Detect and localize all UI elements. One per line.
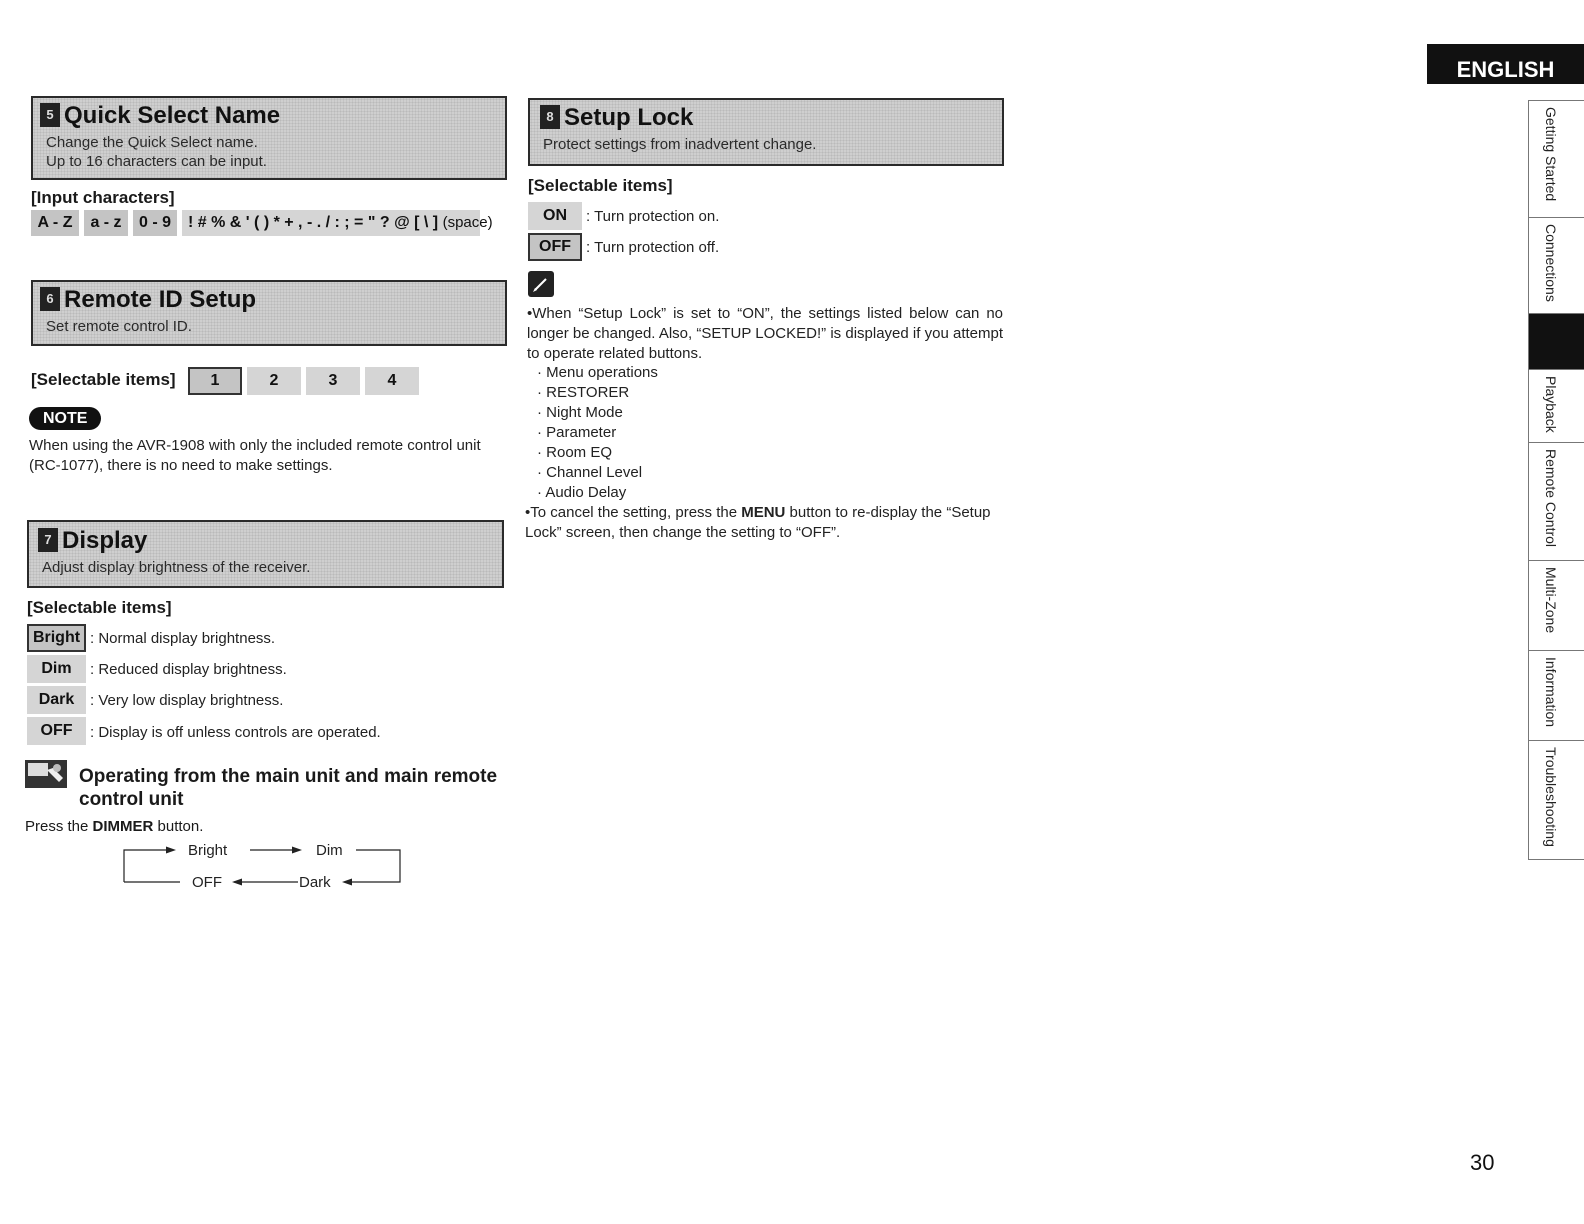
tab-getting-started[interactable] — [1528, 100, 1584, 217]
setup-lock-chip-on: ON — [528, 202, 582, 230]
list-item: · Parameter — [537, 424, 617, 441]
list-item: · RESTORER — [537, 384, 630, 401]
bullet-2-prefix: To cancel the setting, press the — [530, 504, 742, 521]
char-chip-lower: a - z — [84, 210, 128, 236]
tab-label: Playback — [1543, 376, 1559, 433]
display-selectable-heading: [Selectable items] — [27, 598, 172, 617]
tab-connections[interactable] — [1528, 217, 1584, 313]
display-desc-dim: : Reduced display brightness. — [90, 661, 287, 678]
note-text: When using the AVR-1908 with only the included remote control unit (RC-1077), there is no need to make settings. — [29, 437, 481, 474]
tab-current-section[interactable] — [1528, 313, 1584, 369]
pencil-note-icon — [528, 271, 554, 297]
section-number-badge: 5 — [40, 103, 60, 127]
cycle-dark: Dark — [299, 874, 331, 891]
dimmer-button-label: DIMMER — [92, 818, 154, 835]
operating-title — [79, 765, 509, 811]
remote-id-selectable-heading: [Selectable items] — [31, 370, 176, 389]
bullet-dot: • — [527, 305, 533, 322]
language-label: ENGLISH — [1427, 44, 1584, 84]
display-chip-off: OFF — [27, 717, 86, 745]
press-suffix: button. — [153, 818, 204, 835]
bullet-2-suffix: button to re-display the “Setup Lock” screen, then change the setting to “OFF”. — [525, 504, 991, 541]
setup-lock-title-text: Setup Lock — [564, 104, 694, 131]
remote-id-chip-1: 1 — [188, 367, 242, 395]
quick-select-desc-1: Change the Quick Select name. — [46, 134, 258, 151]
char-chip-space: (space) — [442, 214, 493, 231]
char-chip-symbols-text: ! # % & ' ( ) * + , - . / : ; = " ? @ [ \ ] — [188, 214, 439, 231]
cycle-dim: Dim — [316, 842, 343, 859]
display-chip-bright: Bright — [27, 624, 86, 652]
tab-label: Getting Started — [1543, 107, 1559, 202]
operating-title-line-2: control unit — [79, 789, 184, 810]
menu-button-label: MENU — [741, 504, 786, 521]
remote-id-chip-4: 4 — [365, 367, 419, 395]
quick-select-title — [40, 102, 280, 130]
tab-label: Information — [1543, 657, 1559, 728]
tab-label: Connections — [1543, 224, 1559, 302]
list-item: · Menu operations — [537, 364, 658, 381]
dimmer-cycle-diagram — [118, 836, 408, 892]
setup-lock-desc-on: : Turn protection on. — [586, 208, 720, 225]
char-chip-upper: A - Z — [31, 210, 79, 236]
display-desc-off: : Display is off unless controls are operated. — [90, 724, 381, 741]
press-dimmer-text — [25, 818, 203, 835]
display-desc-dark: : Very low display brightness. — [90, 692, 284, 709]
display-chip-dim: Dim — [27, 655, 86, 683]
display-title — [38, 527, 147, 555]
display-chip-dark: Dark — [27, 686, 86, 714]
tab-troubleshooting[interactable] — [1528, 740, 1584, 860]
page-number: 30 — [1470, 1150, 1495, 1175]
setup-lock-selectable-heading: [Selectable items] — [528, 176, 673, 195]
setup-lock-bullet-1 — [527, 304, 1003, 364]
tab-label: Troubleshooting — [1543, 747, 1559, 847]
remote-id-chip-2: 2 — [247, 367, 301, 395]
list-item: · Room EQ — [537, 444, 613, 461]
setup-lock-title — [540, 104, 693, 132]
note-badge: NOTE — [29, 407, 101, 430]
cycle-bright: Bright — [188, 842, 228, 859]
remote-hand-icon — [25, 760, 67, 788]
list-item: · Audio Delay — [537, 484, 627, 501]
section-number-badge: 7 — [38, 528, 58, 552]
section-number-badge: 6 — [40, 287, 60, 311]
press-prefix: Press the — [25, 818, 93, 835]
tab-label: Multi-Zone — [1543, 567, 1559, 634]
display-desc: Adjust display brightness of the receiver. — [42, 559, 311, 576]
list-item: · Channel Level — [537, 464, 643, 481]
list-item: · Night Mode — [537, 404, 623, 421]
quick-select-title-text: Quick Select Name — [64, 102, 281, 129]
bullet-dot: • — [525, 504, 531, 521]
char-chip-digits: 0 - 9 — [133, 210, 177, 236]
tab-label: Remote Control — [1543, 449, 1559, 548]
setup-lock-desc-off: : Turn protection off. — [586, 239, 720, 256]
display-desc-bright: : Normal display brightness. — [90, 630, 276, 647]
remote-id-chip-3: 3 — [306, 367, 360, 395]
operating-title-line-1: Operating from the main unit and main remote — [79, 766, 498, 787]
tab-remote-control[interactable] — [1528, 442, 1584, 560]
cycle-off: OFF — [192, 874, 222, 891]
input-characters-heading: [Input characters] — [31, 188, 175, 207]
display-title-text: Display — [62, 527, 148, 554]
setup-lock-chip-off: OFF — [528, 233, 582, 261]
remote-id-title — [40, 286, 256, 314]
tab-playback[interactable] — [1528, 369, 1584, 442]
setup-lock-desc: Protect settings from inadvertent change. — [543, 136, 817, 153]
remote-id-desc: Set remote control ID. — [46, 318, 192, 335]
locked-settings-list — [537, 363, 658, 503]
setup-lock-bullet-2 — [525, 503, 1005, 543]
quick-select-desc-2: Up to 16 characters can be input. — [46, 153, 267, 170]
char-chip-symbols — [182, 210, 493, 236]
tab-information[interactable] — [1528, 650, 1584, 740]
remote-id-title-text: Remote ID Setup — [64, 286, 257, 313]
setup-lock-bullet-1-text: When “Setup Lock” is set to “ON”, the settings listed below can no longer be changed. Also, “SETUP LOCKED!” is displayed if you attempt to operate related buttons. — [527, 305, 1003, 362]
section-number-badge: 8 — [540, 105, 560, 129]
tab-multi-zone[interactable] — [1528, 560, 1584, 650]
